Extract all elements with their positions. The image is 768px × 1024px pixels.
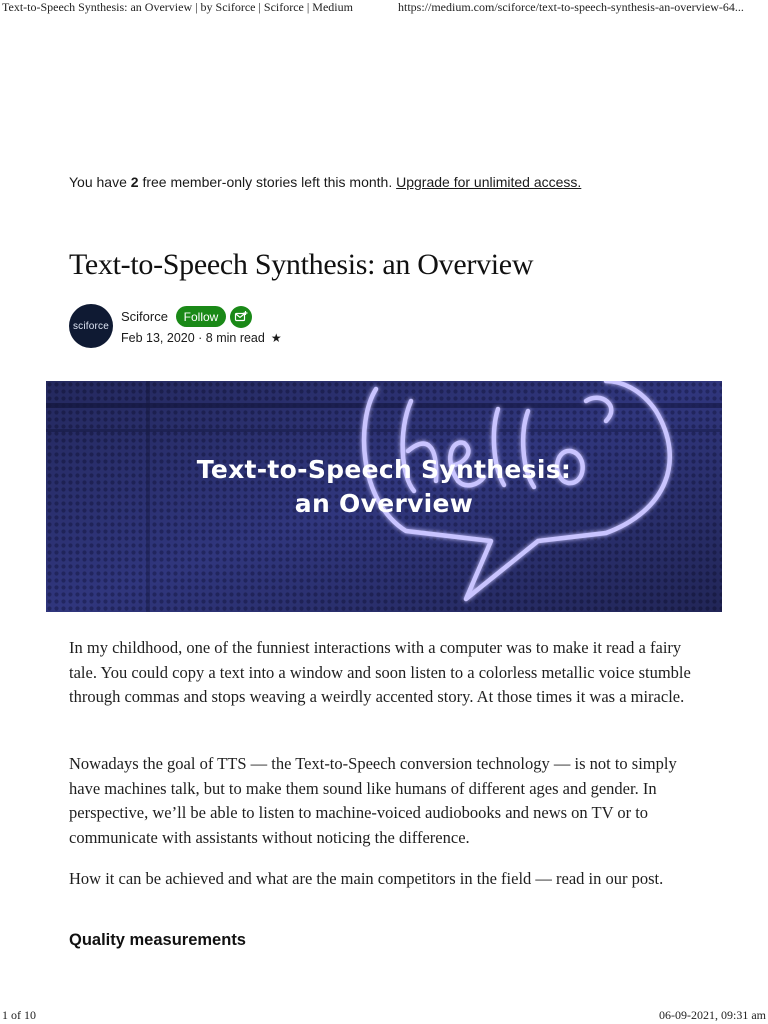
subscribe-email-button[interactable] [230, 306, 252, 328]
print-page-number: 1 of 10 [2, 1008, 36, 1022]
article-paragraph: How it can be achieved and what are the main competitors in the field — read in our post. [69, 869, 664, 888]
follow-button[interactable]: Follow [176, 306, 226, 327]
meta-separator: · [194, 331, 206, 345]
author-avatar[interactable] [69, 304, 113, 348]
notice-suffix: free member-only stories left this month. [138, 174, 397, 190]
section-heading: Quality measurements [69, 931, 246, 949]
print-page-url: https://medium.com/sciforce/text-to-speech-synthesis-an-overview-64... [398, 0, 744, 14]
upgrade-link[interactable]: Upgrade for unlimited access. [396, 174, 582, 190]
print-datetime: 06-09-2021, 09:31 am [659, 1008, 766, 1022]
mail-plus-icon [234, 310, 248, 324]
notice-count: 2 [130, 174, 139, 190]
member-notice [69, 174, 581, 190]
print-footer [0, 1006, 768, 1024]
print-page-title: Text-to-Speech Synthesis: an Overview | by Sciforce | Sciforce | Medium [2, 0, 353, 14]
publish-date: Feb 13, 2020 [121, 331, 195, 345]
notice-prefix: You have [69, 174, 131, 190]
print-header [0, 0, 768, 16]
author-name[interactable]: Sciforce [121, 309, 168, 324]
article-title: Text-to-Speech Synthesis: an Overview [69, 248, 534, 281]
hero-caption [46, 453, 722, 521]
member-star-icon: ★ [270, 331, 282, 345]
avatar-logo-text: sciforce [72, 320, 110, 332]
hero-caption-line1: Text-to-Speech Synthesis: [196, 455, 572, 484]
hero-caption-line2: an Overview [294, 489, 474, 518]
article-paragraph: In my childhood, one of the funniest interactions with a computer was to make it read a fairy tale. You could copy a text into a window and soon listen to a colorless metallic voice stumble through commas and stops weaving a weirdly accented story. At those times it was a miracle. [69, 638, 691, 706]
article-meta [121, 331, 282, 345]
article-paragraph: Nowadays the goal of TTS — the Text-to-Speech conversion technology — is not to simply have machines talk, but to make them sound like humans of different ages and gender. In perspective, we’ll be able to listen to machine-voiced audiobooks and news on TV or to communicate with assistants without noticing the difference. [69, 754, 677, 847]
read-time: 8 min read [205, 331, 265, 345]
hero-image [46, 381, 722, 612]
